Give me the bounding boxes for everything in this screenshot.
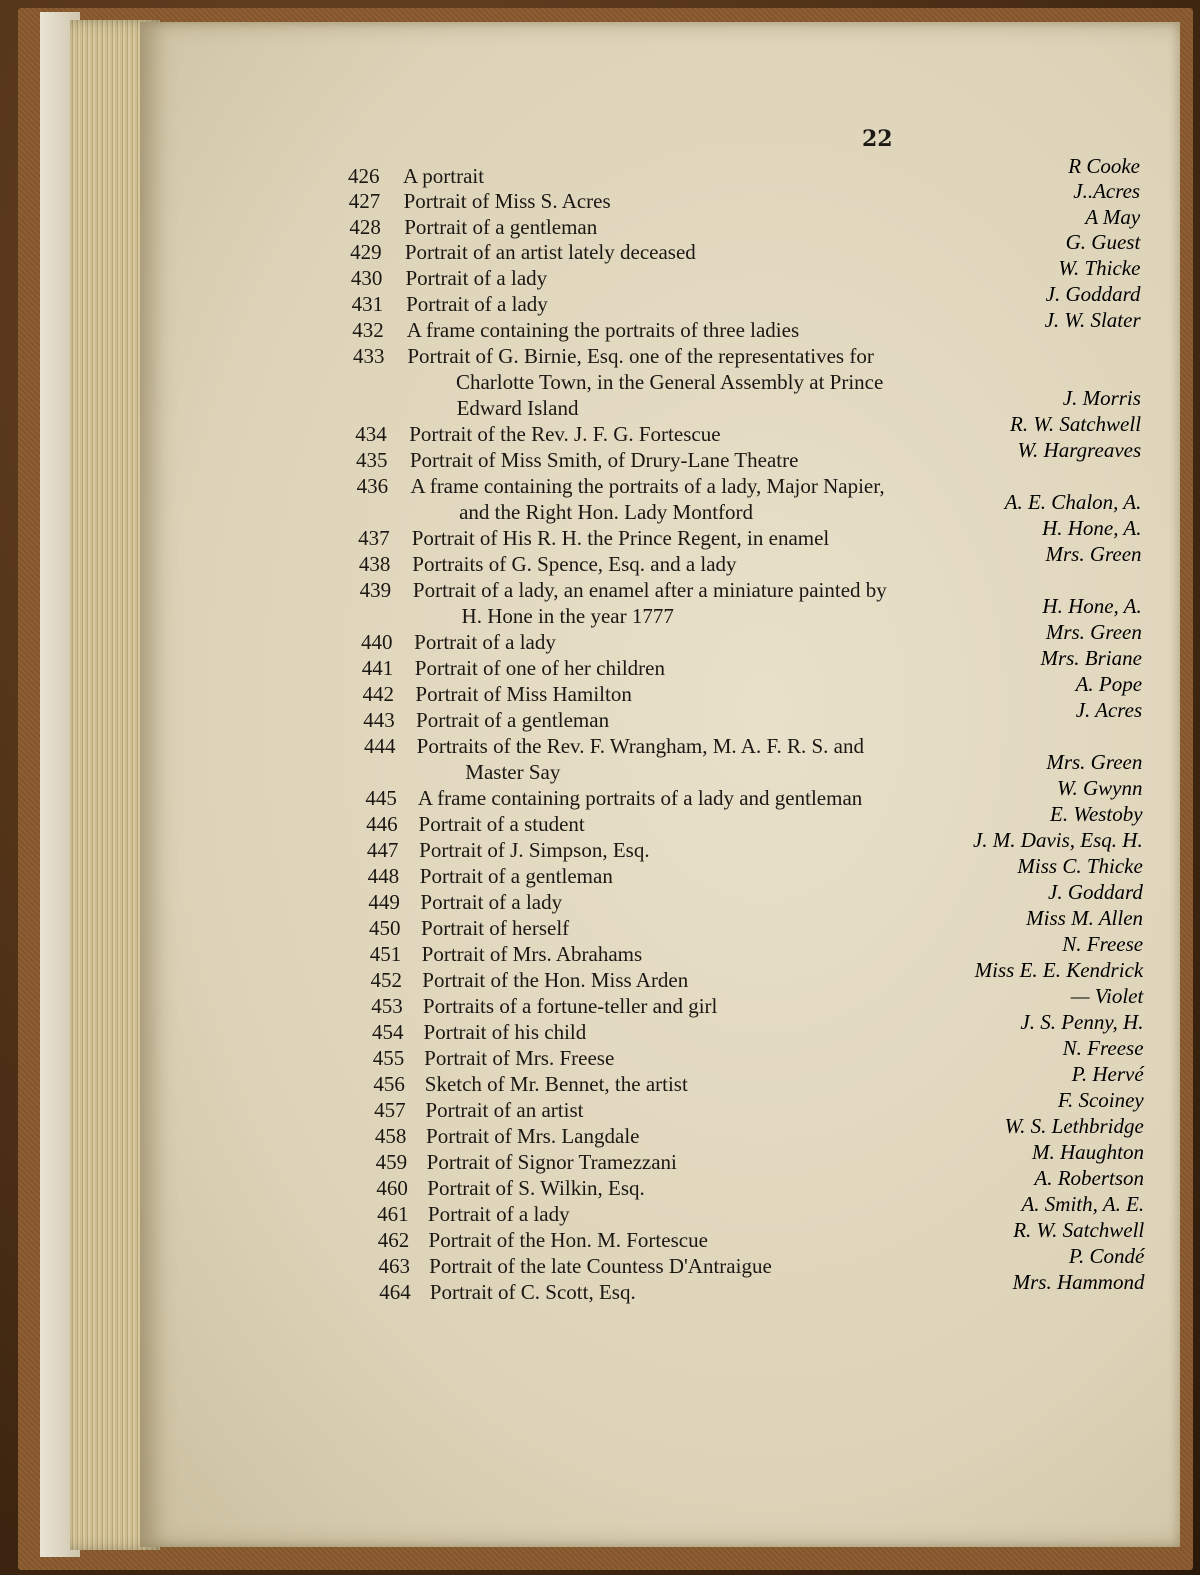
- entry-number: 453: [371, 994, 403, 1018]
- entry-number: 443: [363, 708, 395, 732]
- entry-number: 426: [348, 164, 380, 188]
- entry-artist: Mrs. Hammond: [1012, 1270, 1145, 1294]
- entry-artist: R Cooke: [1068, 154, 1140, 178]
- entry-artist: H. Hone, A.: [1042, 594, 1142, 618]
- entry-title: Portrait of a gentleman: [419, 864, 613, 888]
- entry-number: 448: [367, 864, 400, 888]
- entry-number: 445: [365, 786, 397, 810]
- entry-number: 459: [375, 1150, 408, 1174]
- entry-title: Portrait of Miss S. Acres: [403, 189, 611, 213]
- entry-title: A frame containing portraits of a lady and gentleman: [417, 786, 863, 810]
- entry-title: A portrait: [403, 164, 485, 188]
- entry-number: 451: [369, 942, 402, 966]
- catalogue-entry: [140, 189, 1180, 215]
- entry-artist: W. S. Lethbridge: [1004, 1114, 1144, 1138]
- catalogue-entry: [140, 292, 1180, 318]
- entry-title: Portrait of Mrs. Langdale: [426, 1124, 640, 1148]
- entry-artist: N. Freese: [1062, 1036, 1144, 1060]
- catalogue-entry: [140, 526, 1180, 552]
- entry-number: 433: [353, 344, 385, 368]
- catalogue-entry: [140, 916, 1180, 942]
- entry-artist: W. Thicke: [1058, 256, 1141, 280]
- entry-artist: Miss E. E. Kendrick: [974, 958, 1144, 982]
- entry-artist: M. Haughton: [1031, 1140, 1144, 1164]
- entry-number: 442: [362, 682, 394, 706]
- entry-artist: Miss C. Thicke: [1017, 854, 1143, 878]
- entry-artist: N. Freese: [1062, 932, 1144, 956]
- catalogue-entry: [140, 656, 1180, 682]
- entry-artist: J. Goddard: [1048, 880, 1143, 904]
- catalogue-entry: [140, 552, 1180, 578]
- catalogue-entry: [140, 215, 1180, 241]
- entry-number: 446: [366, 812, 398, 836]
- entry-artist: J. S. Penny, H.: [1020, 1010, 1144, 1034]
- entry-title: Portrait of Miss Smith, of Drury-Lane Theatre: [409, 448, 799, 472]
- entry-title: Portrait of one of her children: [414, 656, 665, 680]
- entry-number: 455: [372, 1046, 405, 1070]
- entry-number: 452: [370, 968, 402, 992]
- catalogue-entry: [140, 682, 1180, 708]
- entry-number: 441: [361, 656, 394, 680]
- entry-artist: A. Robertson: [1034, 1166, 1145, 1190]
- entry-artist: A. Pope: [1075, 672, 1143, 696]
- entry-number: 439: [359, 578, 392, 602]
- catalogue-entry: [140, 266, 1180, 292]
- entry-artist: H. Hone, A.: [1042, 516, 1142, 540]
- entry-title: Portrait of Signor Tramezzani: [426, 1150, 677, 1174]
- entry-artist: P. Hervé: [1071, 1062, 1144, 1086]
- entry-number: 428: [349, 215, 381, 239]
- entry-number: 464: [379, 1280, 411, 1304]
- entry-number: 434: [355, 422, 387, 446]
- entry-title: Portrait of a gentleman: [416, 708, 610, 732]
- entry-number: 450: [369, 916, 401, 940]
- entry-title: Portrait of Mrs. Freese: [424, 1046, 615, 1070]
- entry-title: Portrait of the Hon. M. Fortescue: [428, 1228, 708, 1252]
- entry-artist: Mrs. Green: [1045, 620, 1142, 644]
- entry-number: 463: [378, 1254, 411, 1278]
- entry-number: 454: [371, 1020, 404, 1044]
- entry-title-continuation: H. Hone in the year 1777: [461, 604, 674, 628]
- catalogue-entry: [140, 786, 1180, 812]
- catalogue-entry: [140, 630, 1180, 656]
- entry-title: A frame containing the portraits of three ladies: [406, 318, 800, 342]
- entry-title: Portrait of the Rev. J. F. G. Fortescue: [409, 422, 721, 446]
- entry-title: Portrait of a lady: [406, 292, 548, 316]
- entry-artist: R. W. Satchwell: [1010, 412, 1142, 436]
- entry-artist: A. E. Chalon, A.: [1004, 490, 1142, 514]
- entry-artist: J. Goddard: [1045, 282, 1141, 306]
- entry-artist: A May: [1085, 205, 1141, 229]
- entry-artist: J..Acres: [1073, 179, 1141, 203]
- catalogue-entry: [140, 344, 1180, 370]
- entry-title: Portrait of C. Scott, Esq.: [429, 1280, 636, 1304]
- entry-title: Portrait of a lady, an enamel after a miniature painted by: [412, 578, 887, 602]
- entry-title: Portraits of the Rev. F. Wrangham, M. A. F. R. S. and: [416, 734, 864, 758]
- entry-title: A frame containing the portraits of a lady, Major Napier,: [410, 474, 885, 498]
- entry-title: Portrait of his child: [423, 1020, 587, 1044]
- entry-title: Portrait of J. Simpson, Esq.: [419, 838, 650, 862]
- entry-number: 430: [350, 266, 383, 290]
- page-number: 22: [862, 126, 893, 152]
- entry-number: 461: [377, 1202, 409, 1226]
- entry-number: 449: [368, 890, 400, 914]
- entry-number: 447: [366, 838, 399, 862]
- entry-number: 458: [374, 1124, 407, 1148]
- entry-title: Portrait of the Hon. Miss Arden: [422, 968, 689, 992]
- entry-artist: J. Acres: [1075, 698, 1143, 722]
- entry-title: Portrait of herself: [421, 916, 570, 940]
- entry-number: 457: [374, 1098, 406, 1122]
- entry-title-continuation: and the Right Hon. Lady Montford: [459, 500, 754, 524]
- entry-artist: E. Westoby: [1050, 802, 1143, 826]
- entry-title: Portrait of Miss Hamilton: [415, 682, 632, 706]
- entry-artist: Mrs. Briane: [1040, 646, 1142, 670]
- catalogue-entry: [140, 164, 1180, 190]
- entry-title: Portrait of His R. H. the Prince Regent, in enamel: [411, 526, 830, 550]
- entry-artist: G. Guest: [1065, 230, 1141, 254]
- entry-title: Portraits of G. Spence, Esq. and a lady: [412, 552, 737, 576]
- entry-title-continuation: Edward Island: [456, 396, 579, 420]
- catalogue-entry: [140, 578, 1180, 604]
- entry-title: Portrait of a lady: [414, 630, 556, 654]
- entry-number: 438: [358, 552, 391, 576]
- entry-number: 431: [351, 292, 384, 316]
- entry-artist: Miss M. Allen: [1026, 906, 1144, 930]
- entry-artist: A. Smith, A. E.: [1021, 1192, 1145, 1216]
- entry-artist: Mrs. Green: [1046, 750, 1143, 774]
- entry-title: Portrait of a lady: [405, 266, 548, 290]
- entry-number: 435: [355, 448, 388, 472]
- entry-artist: R. W. Satchwell: [1013, 1218, 1145, 1242]
- catalogue-entry: [140, 890, 1180, 916]
- entry-number: 440: [361, 630, 393, 654]
- entry-title: Portrait of a lady: [427, 1202, 570, 1226]
- catalogue-entry: [140, 240, 1180, 266]
- entry-artist: P. Condé: [1068, 1244, 1145, 1268]
- catalogue-entry: [140, 1072, 1180, 1098]
- entry-number: 462: [377, 1228, 410, 1252]
- entry-title: Portrait of S. Wilkin, Esq.: [427, 1176, 645, 1200]
- entry-title: Portrait of a student: [418, 812, 585, 836]
- entry-artist: J. W. Slater: [1044, 308, 1141, 332]
- entry-title: Portrait of an artist: [425, 1098, 584, 1122]
- entry-artist: J. M. Davis, Esq. H.: [972, 828, 1143, 852]
- entry-number: 444: [363, 734, 396, 758]
- entry-number: 436: [356, 474, 389, 498]
- entry-number: 427: [348, 189, 381, 213]
- entry-artist: Mrs. Green: [1045, 542, 1142, 566]
- entry-title: Portrait of G. Birnie, Esq. one of the representatives for: [407, 344, 874, 368]
- entry-artist: W. Gwynn: [1056, 776, 1143, 800]
- entry-number: 456: [373, 1072, 405, 1096]
- entry-title: Portrait of an artist lately deceased: [404, 240, 696, 264]
- entry-number: 429: [350, 240, 382, 264]
- catalogue-entry: [140, 708, 1180, 734]
- entry-number: 437: [358, 526, 390, 550]
- entry-title: Portrait of Mrs. Abrahams: [421, 942, 643, 966]
- entry-title-continuation: Master Say: [465, 760, 561, 784]
- entry-artist: — Violet: [1070, 984, 1144, 1008]
- entry-artist: J. Morris: [1062, 386, 1141, 410]
- entry-artist: W. Hargreaves: [1017, 438, 1142, 462]
- entry-title-continuation: Charlotte Town, in the General Assembly at Prince: [455, 370, 884, 394]
- entry-title: Sketch of Mr. Bennet, the artist: [424, 1072, 688, 1096]
- catalogue-entry: [140, 1046, 1180, 1072]
- catalogue-entry: [140, 734, 1180, 760]
- entry-title: Portrait of a lady: [420, 890, 563, 914]
- entry-title: Portraits of a fortune-teller and girl: [422, 994, 718, 1018]
- entry-number: 460: [376, 1176, 408, 1200]
- entry-number: 432: [352, 318, 384, 342]
- catalogue-page: [140, 22, 1180, 1547]
- entry-artist: F. Scoiney: [1057, 1088, 1144, 1112]
- entry-title: Portrait of the late Countess D'Antraigue: [429, 1254, 772, 1278]
- catalogue-entry: [140, 318, 1180, 344]
- entry-title: Portrait of a gentleman: [404, 215, 598, 239]
- catalogue-entry: [140, 1150, 1180, 1176]
